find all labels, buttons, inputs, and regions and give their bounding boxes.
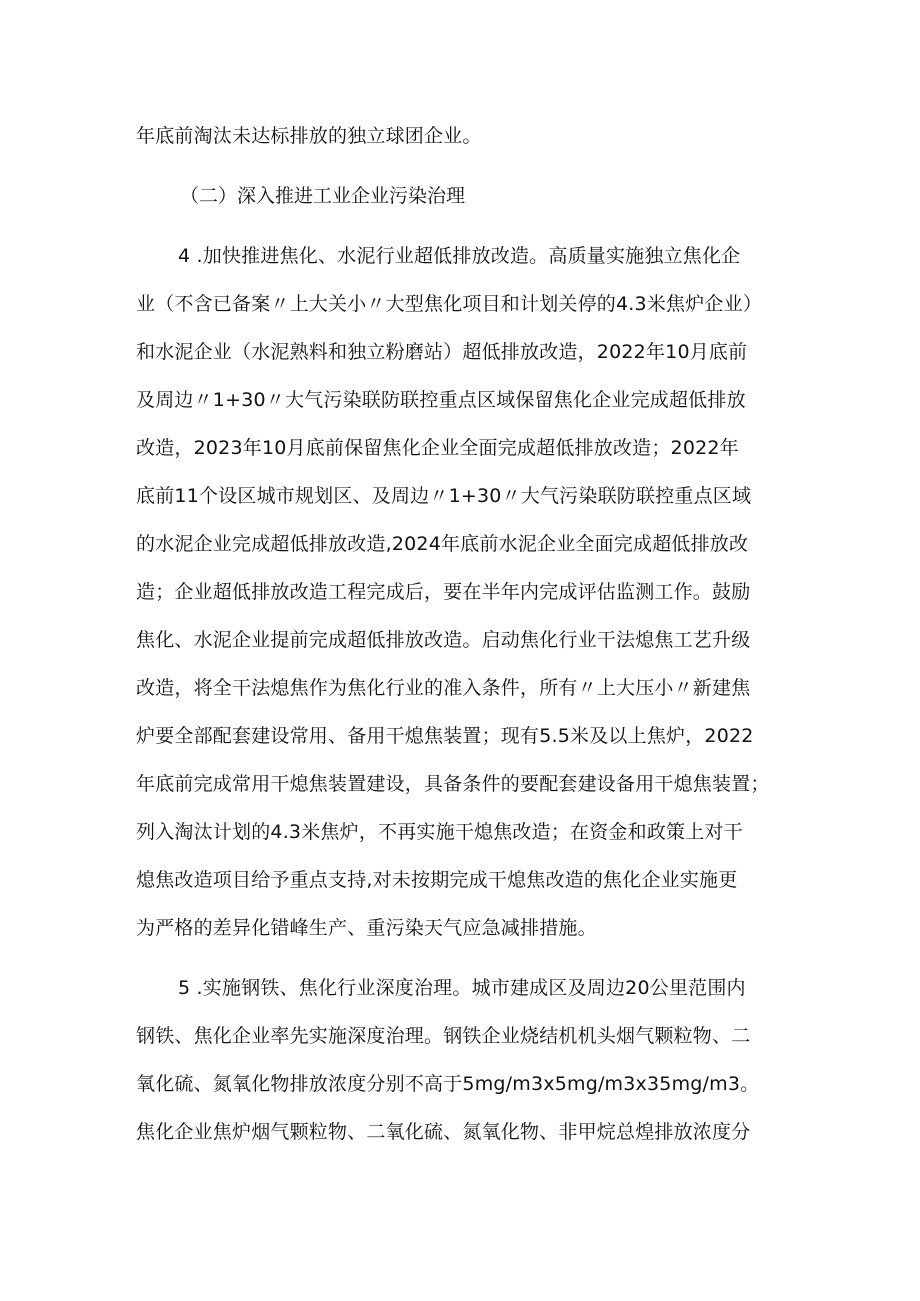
text-line-6: 及周边〃1+30〃大气污染联防联控重点区域保留焦化企业完成超低排放	[136, 389, 746, 411]
text-line-9: 的水泥企业完成超低排放改造,2024年底前水泥企业全面完成超低排放改	[136, 533, 749, 555]
text-line-5: 和水泥企业（水泥熟料和独立粉磨站）超低排放改造，2022年10月底前	[136, 341, 748, 363]
text-line-13: 炉要全部配套建设常用、备用干熄焦装置；现有5.5米及以上焦炉，2022	[136, 725, 754, 747]
text-line-8: 底前11个设区城市规划区、及周边〃1+30〃大气污染联防联控重点区域	[136, 485, 752, 507]
text-line-16: 熄焦改造项目给予重点支持,对未按期完成干熄焦改造的焦化企业实施更	[136, 869, 738, 891]
text-line-3: 4 .加快推进焦化、水泥行业超低排放改造。高质量实施独立焦化企	[178, 245, 741, 267]
text-line-14: 年底前完成常用干熄焦装置建设，具备条件的要配套建设备用干熄焦装置；	[136, 773, 770, 795]
text-line-7: 改造，2023年10月底前保留焦化企业全面完成超低排放改造；2022年	[136, 437, 739, 459]
text-line-4: 业（不含已备案〃上大关小〃大型焦化项目和计划关停的4.3米焦炉企业）	[136, 293, 763, 315]
text-line-19: 钢铁、焦化企业率先实施深度治理。钢铁企业烧结机机头烟气颗粒物、二	[136, 1025, 751, 1047]
text-line-20: 氧化硫、氮氧化物排放浓度分别不高于5mg/m3x5mg/m3x35mg/m3。	[136, 1073, 760, 1095]
text-line-1: 年底前淘汰未达标排放的独立球团企业。	[136, 125, 482, 147]
text-line-10: 造；企业超低排放改造工程完成后，要在半年内完成评估监测工作。鼓励	[136, 581, 751, 603]
text-line-11: 焦化、水泥企业提前完成超低排放改造。启动焦化行业干法熄焦工艺升级	[136, 629, 751, 651]
text-line-17: 为严格的差异化错峰生产、重污染天气应急减排措施。	[136, 917, 597, 939]
text-line-12: 改造，将全干法熄焦作为焦化行业的准入条件，所有〃上大压小〃新建焦	[136, 677, 751, 699]
section-heading: （二）深入推进工业企业污染治理	[180, 185, 466, 207]
text-line-21: 焦化企业焦炉烟气颗粒物、二氧化硫、氮氧化物、非甲烷总煌排放浓度分	[136, 1121, 751, 1143]
text-line-15: 列入淘汰计划的4.3米焦炉，不再实施干熄焦改造；在资金和政策上对干	[136, 821, 743, 843]
text-line-18: 5 .实施钢铁、焦化行业深度治理。城市建成区及周边20公里范围内	[178, 977, 746, 999]
